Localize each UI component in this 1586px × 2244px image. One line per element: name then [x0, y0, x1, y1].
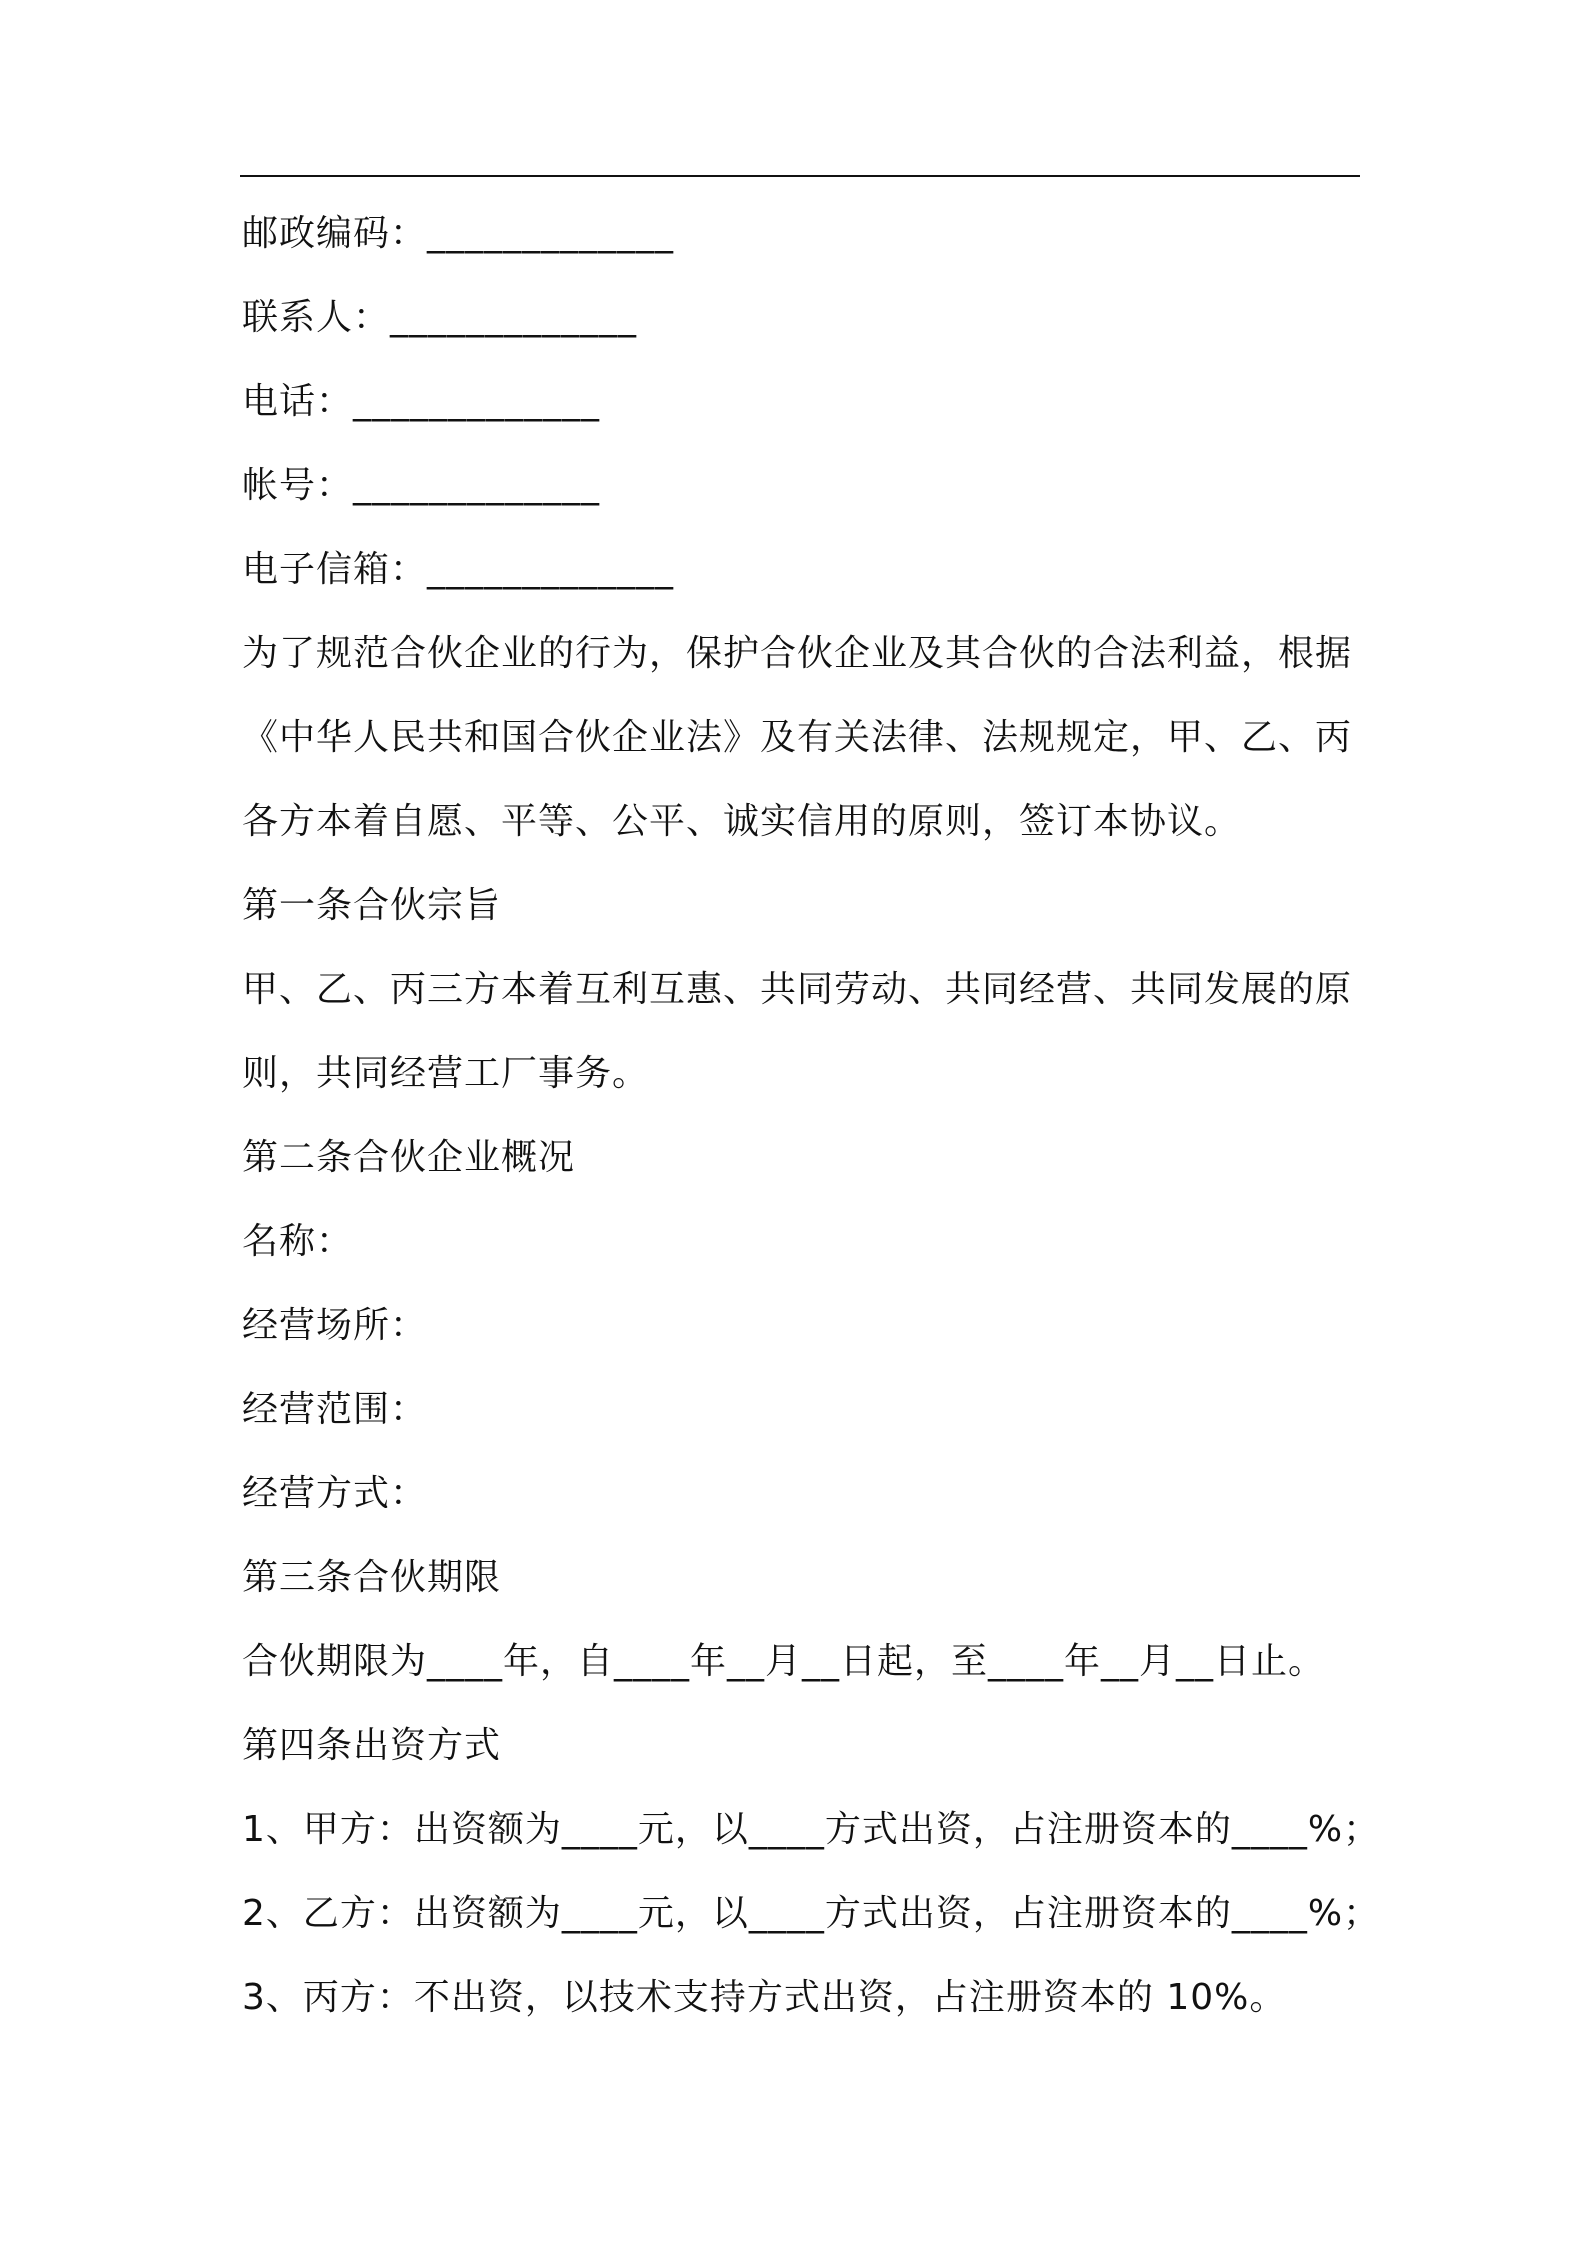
article4-title: 第四条出资方式: [242, 1725, 502, 1766]
article3-title: 第三条合伙期限: [242, 1557, 502, 1598]
intro-line-3: 各方本着自愿、平等、公平、诚实信用的原则，签订本协议。: [242, 801, 1242, 842]
partnership-term-line: 合伙期限为____年，自____年__月__日起，至____年__月__日止。: [242, 1641, 1326, 1682]
intro-line-1: 为了规范合伙企业的行为，保护合伙企业及其合伙的合法利益，根据: [242, 633, 1353, 674]
contribution-item-2: 2、乙方：出资额为____元，以____方式出资，占注册资本的____%；: [242, 1893, 1381, 1934]
postal-code-line: 邮政编码：_____________: [242, 213, 675, 254]
enterprise-name-line: 名称：: [242, 1221, 354, 1262]
article1-title: 第一条合伙宗旨: [242, 885, 502, 926]
business-mode-line: 经营方式：: [242, 1473, 428, 1514]
business-place-line: 经营场所：: [242, 1305, 428, 1346]
article1-line-2: 则，共同经营工厂事务。: [242, 1053, 650, 1094]
article2-title: 第二条合伙企业概况: [242, 1137, 576, 1178]
contribution-item-1: 1、甲方：出资额为____元，以____方式出资，占注册资本的____%；: [242, 1809, 1381, 1850]
phone-line: 电话：_____________: [242, 381, 601, 422]
intro-line-2: 《中华人民共和国合伙企业法》及有关法律、法规规定，甲、乙、丙: [242, 717, 1353, 758]
contribution-item-3: 3、丙方：不出资，以技术支持方式出资，占注册资本的 10%。: [242, 1977, 1287, 2018]
account-line: 帐号：_____________: [242, 465, 601, 506]
article1-line-1: 甲、乙、丙三方本着互利互惠、共同劳动、共同经营、共同发展的原: [242, 969, 1353, 1010]
document-body: [242, 192, 1381, 2040]
header-rule: [240, 175, 1360, 177]
contact-line: 联系人：_____________: [242, 297, 638, 338]
business-scope-line: 经营范围：: [242, 1389, 428, 1430]
email-line: 电子信箱：_____________: [242, 549, 675, 590]
